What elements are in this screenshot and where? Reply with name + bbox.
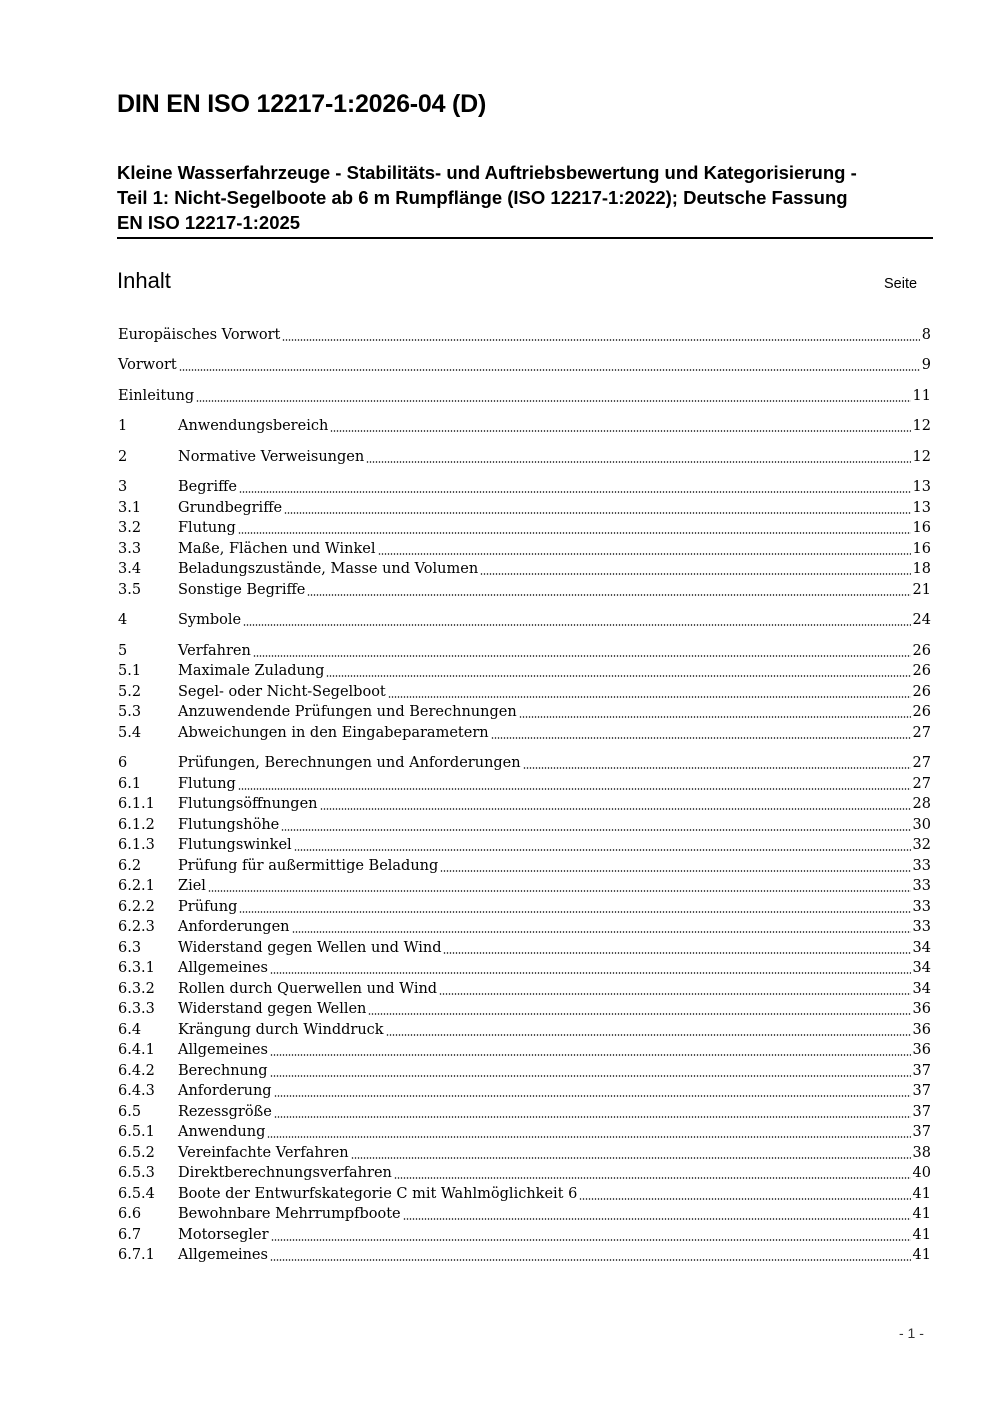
toc-entry-title: Bewohnbare Mehrrumpfboote — [178, 1206, 401, 1222]
toc-entry-number: 6.5 — [118, 1104, 142, 1120]
toc-entry-number: 2 — [118, 449, 128, 465]
toc-entry-number: 1 — [118, 418, 128, 434]
toc-dot-leader — [491, 737, 911, 739]
toc-entry-page: 21 — [912, 582, 931, 598]
toc-dot-leader — [267, 1136, 910, 1138]
toc-entry-title: Flutungshöhe — [178, 817, 280, 833]
toc-entry-number: 6.7.1 — [118, 1247, 155, 1263]
toc-entry-title: Verfahren — [178, 643, 251, 659]
toc-entry-number: 6.1.1 — [118, 796, 155, 812]
toc-entry-number: 6.2.3 — [118, 919, 155, 935]
toc-entry[interactable] — [118, 1020, 931, 1041]
toc-entry[interactable] — [118, 1204, 931, 1225]
toc-entry-page: 30 — [912, 817, 931, 833]
toc-dot-leader — [253, 655, 911, 657]
toc-dot-leader — [523, 767, 911, 769]
toc-entry-page: 41 — [912, 1247, 931, 1263]
toc-entry-number: 6.4 — [118, 1022, 142, 1038]
toc-entry-title: Maximale Zuladung — [178, 663, 325, 679]
toc-entry-number: 6.5.2 — [118, 1145, 155, 1161]
toc-entry-page: 33 — [912, 878, 931, 894]
toc-entry[interactable] — [118, 682, 931, 703]
toc-entry[interactable] — [118, 1040, 931, 1061]
toc-entry-page: 37 — [912, 1083, 931, 1099]
toc-entry[interactable] — [118, 447, 931, 468]
toc-entry[interactable] — [118, 815, 931, 836]
toc-entry-page: 26 — [912, 643, 931, 659]
toc-entry-title: Prüfung für außermittige Beladung — [178, 858, 439, 874]
toc-dot-leader — [386, 1034, 911, 1036]
toc-entry-title: Symbole — [178, 612, 242, 628]
toc-entry-number: 6.3.3 — [118, 1001, 155, 1017]
toc-entry-title: Abweichungen in den Eingabeparametern — [178, 725, 489, 741]
toc-entry-number: 6 — [118, 755, 128, 771]
toc-entry-page: 13 — [912, 500, 931, 516]
toc-entry-page: 34 — [912, 940, 931, 956]
toc-dot-leader — [519, 716, 911, 718]
toc-entry-number: 6.3.1 — [118, 960, 155, 976]
toc-entry[interactable] — [118, 1081, 931, 1102]
toc-dot-leader — [179, 369, 920, 371]
toc-entry-page: 9 — [921, 357, 931, 373]
toc-dot-leader — [274, 1116, 911, 1118]
toc-entry-title: Ziel — [178, 878, 206, 894]
toc-dot-leader — [243, 624, 910, 626]
toc-entry-number: 3.3 — [118, 541, 142, 557]
toc-entry-page: 33 — [912, 858, 931, 874]
title-line-2: Teil 1: Nicht-Segelboote ab 6 m Rumpflänge (ISO 12217-1:2022); Deutsche Fassung — [117, 187, 848, 208]
toc-entry[interactable] — [118, 897, 931, 918]
toc-dot-leader — [366, 461, 910, 463]
toc-entry-page: 38 — [912, 1145, 931, 1161]
toc-entry-number: 3 — [118, 479, 128, 495]
toc-entry-number: 6.4.3 — [118, 1083, 155, 1099]
toc-entry[interactable] — [118, 610, 931, 631]
toc-dot-leader — [238, 532, 911, 534]
toc-dot-leader — [480, 573, 910, 575]
toc-entry-page: 12 — [912, 449, 931, 465]
toc-dot-leader — [326, 675, 910, 677]
toc-entry[interactable] — [118, 1122, 931, 1143]
toc-entry-number: 3.2 — [118, 520, 142, 536]
toc-entry-title: Krängung durch Winddruck — [178, 1022, 384, 1038]
toc-dot-leader — [274, 1095, 911, 1097]
toc-entry-title: Widerstand gegen Wellen — [178, 1001, 367, 1017]
toc-entry-number: 5.1 — [118, 663, 142, 679]
toc-entry-number: 5 — [118, 643, 128, 659]
toc-entry-number: 5.2 — [118, 684, 142, 700]
toc-entry-number: 6.2.1 — [118, 878, 155, 894]
toc-entry-page: 37 — [912, 1104, 931, 1120]
toc-dot-leader — [271, 1239, 911, 1241]
toc-entry[interactable] — [118, 774, 931, 795]
toc-entry-title: Berechnung — [178, 1063, 268, 1079]
toc-entry-title: Flutungswinkel — [178, 837, 292, 853]
toc-dot-leader — [294, 849, 911, 851]
toc-entry[interactable] — [118, 539, 931, 560]
toc-dot-leader — [388, 696, 911, 698]
toc-entry-page: 11 — [912, 388, 931, 404]
toc-entry-title: Anzuwendende Prüfungen und Berechnungen — [178, 704, 517, 720]
toc-entry-title: Anforderungen — [178, 919, 290, 935]
toc-dot-leader — [403, 1218, 911, 1220]
toc-entry[interactable] — [118, 1143, 931, 1164]
toc-dot-leader — [239, 911, 910, 913]
toc-entry-page: 26 — [912, 663, 931, 679]
toc-entry[interactable] — [118, 1184, 931, 1205]
toc-entry-number: 6.1.3 — [118, 837, 155, 853]
toc-entry-title: Allgemeines — [178, 960, 268, 976]
toc-entry-title: Motorsegler — [178, 1227, 269, 1243]
toc-entry-title: Prüfung — [178, 899, 238, 915]
toc-dot-leader — [579, 1198, 910, 1200]
toc-entry-page: 26 — [912, 684, 931, 700]
toc-dot-leader — [270, 1054, 911, 1056]
toc-entry[interactable] — [118, 794, 931, 815]
toc-entry[interactable] — [118, 876, 931, 897]
toc-dot-leader — [394, 1177, 911, 1179]
toc-entry-page: 27 — [912, 725, 931, 741]
toc-entry-title: Flutungsöffnungen — [178, 796, 318, 812]
toc-entry-page: 26 — [912, 704, 931, 720]
toc-entry-number: 6.5.1 — [118, 1124, 155, 1140]
toc-dot-leader — [351, 1157, 911, 1159]
toc-entry-page: 36 — [912, 1042, 931, 1058]
toc-entry-title: Boote der Entwurfskategorie C mit Wahlmöglichkeit 6 — [178, 1186, 578, 1202]
toc-entry-page: 12 — [912, 418, 931, 434]
toc-entry-number: 6.5.4 — [118, 1186, 155, 1202]
toc-entry-title: Allgemeines — [178, 1042, 268, 1058]
toc-entry-page: 33 — [912, 899, 931, 915]
toc-dot-leader — [270, 972, 911, 974]
toc-entry-number: 3.4 — [118, 561, 142, 577]
toc-entry-number: 6.2.2 — [118, 899, 155, 915]
toc-entry-page: 33 — [912, 919, 931, 935]
document-id: DIN EN ISO 12217-1:2026-04 (D) — [117, 90, 487, 118]
toc-entry-title: Einleitung — [118, 388, 195, 404]
toc-dot-leader — [440, 870, 910, 872]
toc-entry-number: 6.5.3 — [118, 1165, 155, 1181]
toc-entry[interactable] — [118, 1245, 931, 1266]
toc-entry[interactable] — [118, 325, 931, 346]
toc-dot-leader — [368, 1013, 910, 1015]
toc-entry-number: 6.7 — [118, 1227, 142, 1243]
toc-entry-number: 6.3.2 — [118, 981, 155, 997]
toc-entry-number: 4 — [118, 612, 128, 628]
toc-dot-leader — [307, 594, 910, 596]
toc-dot-leader — [282, 339, 919, 341]
toc-entry[interactable] — [118, 661, 931, 682]
toc-entry[interactable] — [118, 386, 931, 407]
toc-entry[interactable] — [118, 518, 931, 539]
toc-dot-leader — [378, 553, 911, 555]
toc-entry[interactable] — [118, 1225, 931, 1246]
toc-entry-page: 34 — [912, 981, 931, 997]
toc-entry[interactable] — [118, 559, 931, 580]
toc-entry-number: 3.1 — [118, 500, 142, 516]
toc-entry-page: 41 — [912, 1186, 931, 1202]
toc-entry-page: 41 — [912, 1227, 931, 1243]
toc-entry-title: Allgemeines — [178, 1247, 268, 1263]
page-number: - 1 - — [899, 1325, 924, 1341]
toc-heading: Inhalt — [117, 268, 171, 293]
toc-entry-page: 37 — [912, 1063, 931, 1079]
toc-dot-leader — [320, 808, 911, 810]
toc-entry-title: Normative Verweisungen — [178, 449, 365, 465]
toc-entry[interactable] — [118, 580, 931, 601]
toc-entry-title: Anwendung — [178, 1124, 266, 1140]
toc-entry-title: Begriffe — [178, 479, 237, 495]
toc-dot-leader — [284, 512, 910, 514]
toc-entry[interactable] — [118, 753, 931, 774]
toc-entry[interactable] — [118, 702, 931, 723]
toc-entry-number: 6.1.2 — [118, 817, 155, 833]
toc-entry-number: 6.4.1 — [118, 1042, 155, 1058]
toc-entry[interactable] — [118, 355, 931, 376]
toc-entry-title: Rollen durch Querwellen und Wind — [178, 981, 438, 997]
toc-entry-page: 16 — [912, 520, 931, 536]
toc-entry-title: Europäisches Vorwort — [118, 327, 281, 343]
toc-dot-leader — [439, 993, 910, 995]
title-line-1: Kleine Wasserfahrzeuge - Stabilitäts- und Auftriebsbewertung und Kategorisierung - — [117, 162, 857, 183]
toc-entry-number: 5.4 — [118, 725, 142, 741]
toc-entry-title: Beladungszustände, Masse und Volumen — [178, 561, 479, 577]
toc-entry-page: 36 — [912, 1022, 931, 1038]
toc-entry-title: Anwendungsbereich — [178, 418, 329, 434]
toc-entry-title: Prüfungen, Berechnungen und Anforderungen — [178, 755, 521, 771]
toc-entry[interactable] — [118, 723, 931, 744]
toc-entry-title: Vorwort — [118, 357, 177, 373]
toc-entry-page: 27 — [912, 776, 931, 792]
toc-dot-leader — [270, 1075, 911, 1077]
title-line-3: EN ISO 12217-1:2025 — [117, 212, 301, 233]
toc-entry-number: 6.3 — [118, 940, 142, 956]
toc-page-label: Seite — [884, 276, 918, 292]
toc-entry-page: 37 — [912, 1124, 931, 1140]
toc-entry[interactable] — [118, 958, 931, 979]
toc-entry-title: Direktberechnungsverfahren — [178, 1165, 392, 1181]
toc-dot-leader — [208, 890, 911, 892]
toc-entry-page: 36 — [912, 1001, 931, 1017]
toc-entry-page: 18 — [912, 561, 931, 577]
toc-entry[interactable] — [118, 979, 931, 1000]
toc-entry-page: 8 — [921, 327, 931, 343]
toc-dot-leader — [281, 829, 910, 831]
toc-list — [118, 0, 931, 1403]
toc-entry-title: Grundbegriffe — [178, 500, 283, 516]
toc-entry-number: 6.2 — [118, 858, 142, 874]
toc-entry-page: 28 — [912, 796, 931, 812]
toc-entry-title: Anforderung — [178, 1083, 272, 1099]
toc-dot-leader — [270, 1259, 911, 1261]
toc-entry-title: Widerstand gegen Wellen und Wind — [178, 940, 442, 956]
toc-entry[interactable] — [118, 416, 931, 437]
toc-entry-title: Flutung — [178, 776, 236, 792]
toc-entry[interactable] — [118, 498, 931, 519]
toc-entry[interactable] — [118, 477, 931, 498]
toc-dot-leader — [330, 430, 910, 432]
toc-entry-page: 32 — [912, 837, 931, 853]
toc-entry-page: 16 — [912, 541, 931, 557]
toc-entry-number: 5.3 — [118, 704, 142, 720]
toc-entry-title: Rezessgröße — [178, 1104, 272, 1120]
toc-entry-number: 6.4.2 — [118, 1063, 155, 1079]
toc-entry[interactable] — [118, 641, 931, 662]
toc-entry[interactable] — [118, 1163, 931, 1184]
toc-dot-leader — [196, 400, 910, 402]
toc-entry[interactable] — [118, 1061, 931, 1082]
toc-entry-page: 27 — [912, 755, 931, 771]
toc-entry-number: 6.6 — [118, 1206, 142, 1222]
toc-entry-number: 3.5 — [118, 582, 142, 598]
toc-entry[interactable] — [118, 999, 931, 1020]
toc-entry-title: Vereinfachte Verfahren — [178, 1145, 349, 1161]
toc-entry-title: Sonstige Begriffe — [178, 582, 306, 598]
toc-dot-leader — [443, 952, 910, 954]
toc-entry-number: 6.1 — [118, 776, 142, 792]
toc-entry-title: Maße, Flächen und Winkel — [178, 541, 376, 557]
toc-dot-leader — [239, 491, 911, 493]
toc-dot-leader — [238, 788, 911, 790]
toc-dot-leader — [292, 931, 911, 933]
toc-entry-page: 40 — [912, 1165, 931, 1181]
toc-entry[interactable] — [118, 856, 931, 877]
toc-entry-title: Flutung — [178, 520, 236, 536]
toc-entry-page: 13 — [912, 479, 931, 495]
toc-entry-title: Segel- oder Nicht-Segelboot — [178, 684, 386, 700]
toc-entry-page: 34 — [912, 960, 931, 976]
toc-entry-page: 24 — [912, 612, 931, 628]
toc-entry[interactable] — [118, 938, 931, 959]
toc-entry[interactable] — [118, 835, 931, 856]
toc-entry[interactable] — [118, 917, 931, 938]
toc-entry-page: 41 — [912, 1206, 931, 1222]
toc-entry[interactable] — [118, 1102, 931, 1123]
